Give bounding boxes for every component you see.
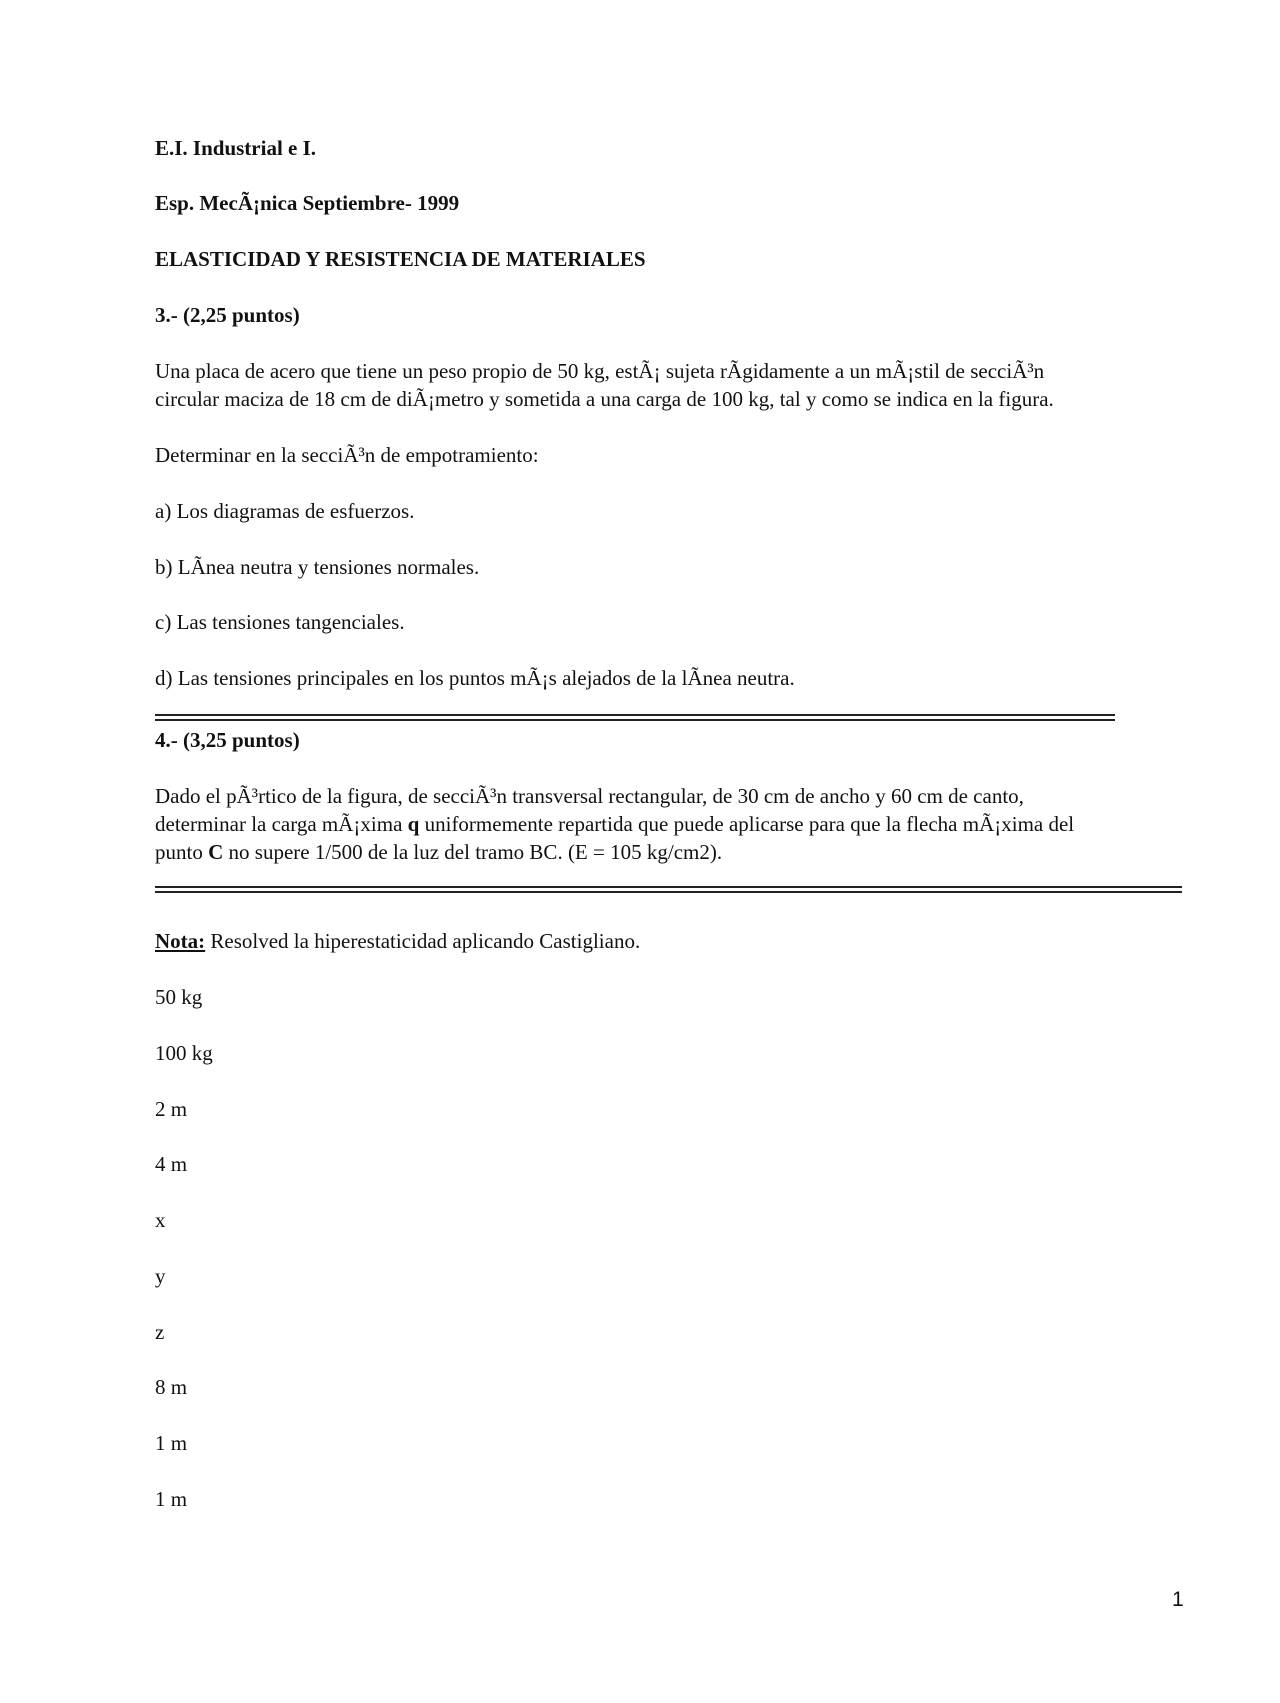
- figure-label-1m-b: 1 m: [155, 1487, 188, 1511]
- figure-label-x: x: [155, 1208, 166, 1232]
- figure-label-y: y: [155, 1264, 166, 1288]
- note-text: Resolved la hiperestaticidad aplicando Castigliano.: [205, 929, 641, 953]
- problem3-statement-line2: circular maciza de 18 cm de diÃ¡metro y sometida a una carga de 100 kg, tal y como se indica en la figura.: [155, 387, 1054, 411]
- note: [155, 927, 640, 955]
- problem4-line3: [155, 838, 722, 866]
- header-course: Esp. MecÃ¡nica Septiembre- 1999: [155, 191, 460, 215]
- figure-label-50kg: 50 kg: [155, 985, 203, 1009]
- separator-rule-2: [155, 886, 1182, 893]
- problem4-line3-b: no supere 1/500 de la luz del tramo BC. (E = 105 kg/cm2).: [223, 840, 723, 864]
- load-symbol-q: q: [407, 812, 420, 836]
- problem4-heading: 4.- (3,25 puntos): [155, 728, 300, 752]
- figure-label-100kg: 100 kg: [155, 1041, 213, 1065]
- problem3-statement-line1: Una placa de acero que tiene un peso propio de 50 kg, estÃ¡ sujeta rÃgidamente a un mÃ¡stil de secciÃ³n: [155, 359, 1045, 383]
- note-label: Nota:: [155, 929, 206, 953]
- problem4-line2-a: determinar la carga mÃ¡xima: [155, 812, 408, 836]
- problem3-item-b: b) LÃnea neutra y tensiones normales.: [155, 555, 480, 579]
- figure-label-4m: 4 m: [155, 1152, 188, 1176]
- separator-rule-1: [155, 714, 1115, 721]
- header-subject: ELASTICIDAD Y RESISTENCIA DE MATERIALES: [155, 247, 646, 271]
- problem4-line2-b: uniformemente repartida que puede aplicarse para que la flecha mÃ¡xima del: [419, 812, 1075, 836]
- page-number: 1: [1172, 1588, 1184, 1611]
- point-symbol-c: C: [208, 840, 224, 864]
- problem4-line1: Dado el pÃ³rtico de la figura, de secciÃ³n transversal rectangular, de 30 cm de ancho y 60 cm de canto,: [155, 784, 1024, 808]
- figure-label-2m: 2 m: [155, 1097, 188, 1121]
- problem3-item-c: c) Las tensiones tangenciales.: [155, 610, 405, 634]
- problem3-item-a: a) Los diagramas de esfuerzos.: [155, 499, 415, 523]
- figure-label-8m: 8 m: [155, 1375, 188, 1399]
- figure-label-1m-a: 1 m: [155, 1431, 188, 1455]
- problem3-instruction: Determinar en la secciÃ³n de empotramiento:: [155, 443, 539, 467]
- header-school: E.I. Industrial e I.: [155, 136, 317, 160]
- problem4-line2: [155, 810, 1074, 838]
- problem3-heading: 3.- (2,25 puntos): [155, 303, 300, 327]
- figure-label-z: z: [155, 1320, 165, 1344]
- problem3-item-d: d) Las tensiones principales en los puntos mÃ¡s alejados de la lÃnea neutra.: [155, 666, 795, 690]
- problem4-line3-a: punto: [155, 840, 209, 864]
